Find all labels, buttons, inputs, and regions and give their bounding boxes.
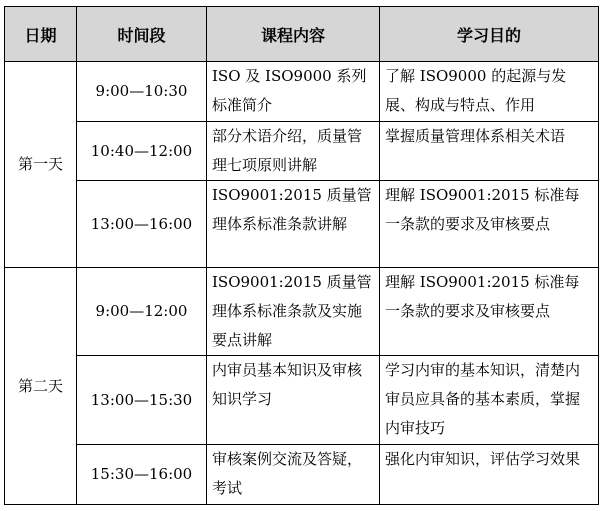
day-cell-day1: 第一天 [5,62,77,268]
table-row [5,62,599,122]
table-row [5,268,599,356]
goal-cell: 了解 ISO9000 的起源与发展、构成与特点、作用 [380,62,599,122]
table-row [5,356,599,445]
header-goal: 学习目的 [380,7,599,62]
table-row [5,122,599,181]
header-time: 时间段 [77,7,207,62]
content-cell: 内审员基本知识及审核知识学习 [207,356,380,445]
course-schedule-table [4,6,599,505]
content-cell: ISO 及 ISO9000 系列标准简介 [207,62,380,122]
header-content: 课程内容 [207,7,380,62]
content-cell: ISO9001:2015 质量管理体系标准条款及实施要点讲解 [207,268,380,356]
goal-cell: 强化内审知识，评估学习效果 [380,445,599,505]
content-cell: 部分术语介绍，质量管理七项原则讲解 [207,122,380,181]
table-row [5,181,599,268]
goal-cell: 理解 ISO9001:2015 标准每一条款的要求及审核要点 [380,268,599,356]
header-date: 日期 [5,7,77,62]
goal-cell: 学习内审的基本知识，清楚内审员应具备的基本素质，掌握内审技巧 [380,356,599,445]
goal-cell: 理解 ISO9001:2015 标准每一条款的要求及审核要点 [380,181,599,268]
time-cell: 9:00—12:00 [77,268,207,356]
day-cell-day2: 第二天 [5,268,77,505]
time-cell: 15:30—16:00 [77,445,207,505]
goal-cell: 掌握质量管理体系相关术语 [380,122,599,181]
time-cell: 13:00—16:00 [77,181,207,268]
time-cell: 10:40—12:00 [77,122,207,181]
table-row [5,445,599,505]
time-cell: 13:00—15:30 [77,356,207,445]
content-cell: ISO9001:2015 质量管理体系标准条款讲解 [207,181,380,268]
content-cell: 审核案例交流及答疑，考试 [207,445,380,505]
header-row [5,7,599,62]
time-cell: 9:00—10:30 [77,62,207,122]
